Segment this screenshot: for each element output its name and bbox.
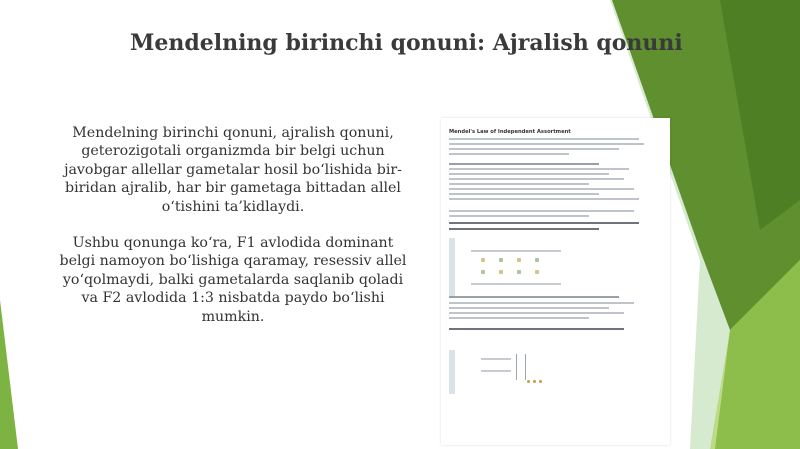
text-line xyxy=(449,143,644,145)
diagram-rule xyxy=(481,358,511,360)
slide-body xyxy=(56,124,410,326)
text-line xyxy=(449,178,624,180)
text-line xyxy=(449,328,624,330)
table-rule xyxy=(471,250,561,252)
text-line xyxy=(449,228,599,230)
diagram-dot xyxy=(533,380,536,383)
text-line xyxy=(449,148,619,150)
punnett-cell xyxy=(499,258,503,262)
diagram-rule xyxy=(481,370,511,372)
text-line xyxy=(449,307,609,309)
diagram-dot xyxy=(527,380,530,383)
punnett-cell xyxy=(481,258,485,262)
text-line xyxy=(449,153,569,155)
punnett-cell xyxy=(499,270,503,274)
text-line xyxy=(449,183,589,185)
diagram-arrow xyxy=(525,354,526,380)
text-line xyxy=(449,296,619,298)
paragraph-2: Ushbu qonunga ko‘ra, F1 avlodida dominant belgi namoyon bo‘lishiga qaramay, resessiv allel yo‘qolmaydi, balki gametalarda saqlanib qoladi va F2 avlodida 1:3 nisbatda paydo bo‘lishi mumkin. xyxy=(59,235,407,325)
text-line xyxy=(449,173,609,175)
text-line xyxy=(449,138,639,140)
punnett-cell xyxy=(535,258,539,262)
text-line xyxy=(449,163,599,165)
text-line xyxy=(449,193,599,195)
text-line xyxy=(449,188,634,190)
figure-sidebar xyxy=(449,350,455,394)
text-line xyxy=(449,210,634,212)
text-line xyxy=(449,222,639,224)
text-line xyxy=(449,312,624,314)
text-line xyxy=(449,215,589,217)
text-line xyxy=(449,168,629,170)
deco-corner-left xyxy=(0,300,18,449)
document-heading: Mendel's Law of Independent Assortment xyxy=(449,129,571,135)
text-line xyxy=(449,198,639,200)
text-line xyxy=(449,302,634,304)
table-rule xyxy=(471,283,561,285)
document-image xyxy=(441,118,670,445)
punnett-cell xyxy=(517,270,521,274)
figure-sidebar xyxy=(449,238,455,298)
text-line xyxy=(449,317,589,319)
diagram-dot xyxy=(539,380,542,383)
paragraph-1: Mendelning birinchi qonuni, ajralish qonuni, geterozigotali organizmda bir belgi uchun javobgar allellar gametalar hosil bo‘lishida bir-biridan ajralib, har bir gametaga bittadan allel o‘tishini ta’kidlaydi. xyxy=(64,125,402,215)
punnett-cell xyxy=(481,270,485,274)
punnett-cell xyxy=(535,270,539,274)
diagram-arrow xyxy=(516,354,517,380)
punnett-cell xyxy=(517,258,521,262)
slide-title: Mendelning birinchi qonuni: Ajralish qonuni xyxy=(130,30,683,56)
